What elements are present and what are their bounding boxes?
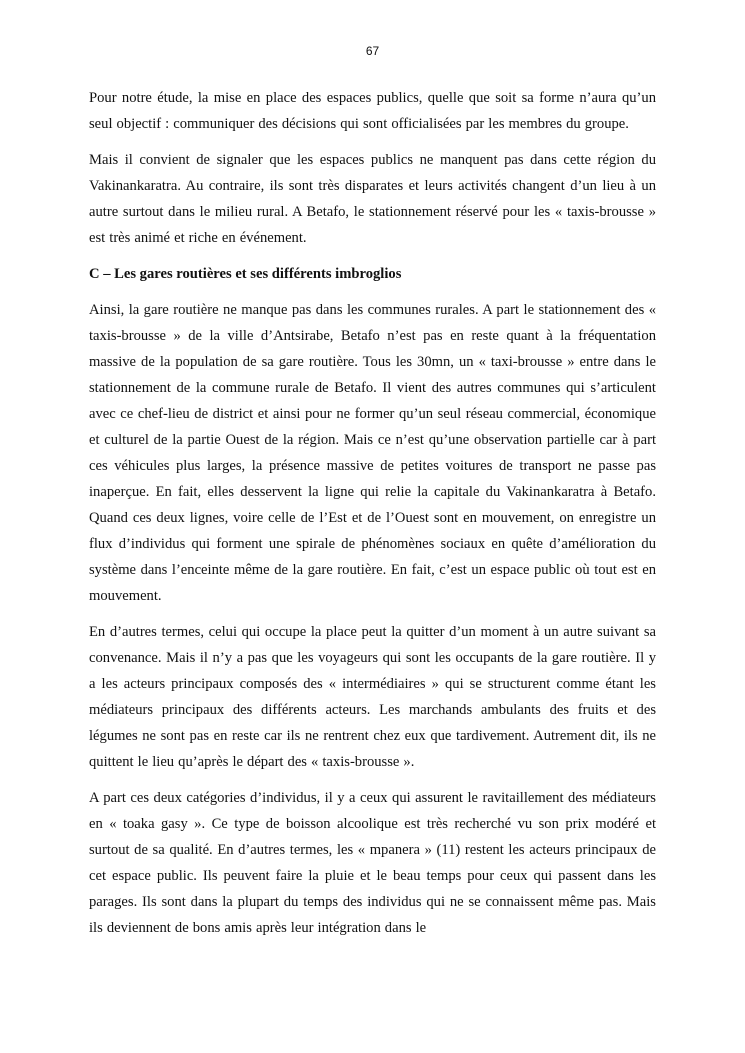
paragraph-2: Mais il convient de signaler que les espaces publics ne manquent pas dans cette région du Vakinankaratra. Au contraire, ils sont très disparates et leurs activités changent d’un lieu à un autre surtout dans le milieu rural. A Betafo, le stationnement réservé pour les « taxis-brousse » est très animé et riche en événement. xyxy=(89,152,656,246)
paragraph-3: Ainsi, la gare routière ne manque pas dans les communes rurales. A part le stationnement des « taxis-brousse » de la ville d’Antsirabe, Betafo n’est pas en reste quant à la fréquentation massive de la population de sa gare routière. Tous les 30mn, un « taxi-brousse » entre dans le stationnement de la commune rurale de Betafo. Il vient des autres communes qui s’articulent avec ce chef-lieu de district et ainsi pour ne former qu’un seul réseau commercial, économique et culturel de la partie Ouest de la région. Mais ce n’est qu’une observation partielle car à part ces véhicules plus larges, la présence massive de petites voitures de transport ne passe pas inaperçue. En fait, elles desservent la ligne qui relie la capitale du Vakinankaratra à Betafo. Quand ces deux lignes, voire celle de l’Est et de l’Ouest sont en mouvement, on enregistre un flux d’individus qui forment une spirale de phénomènes sociaux en quête d’amélioration du système dans l’enceinte même de la gare routière. En fait, c’est un espace public où tout est en mouvement. xyxy=(89,302,656,604)
document-body xyxy=(89,85,656,951)
page-number: 67 xyxy=(365,44,380,58)
paragraph-5: A part ces deux catégories d’individus, il y a ceux qui assurent le ravitaillement des médiateurs en « toaka gasy ». Ce type de boisson alcoolique est très recherché vu son prix modéré et surtout de sa qualité. En d’autres termes, les « mpanera » (11) restent les acteurs principaux de cet espace public. Ils peuvent faire la pluie et le beau temps pour ceux qui passent dans les parages. Ils sont dans la plupart du temps des individus qui ne se connaissent même pas. Mais ils deviennent de bons amis après leur intégration dans le xyxy=(89,790,656,936)
section-heading: C – Les gares routières et ses différents imbroglios xyxy=(89,266,402,282)
paragraph-1: Pour notre étude, la mise en place des espaces publics, quelle que soit sa forme n’aura qu’un seul objectif : communiquer des décisions qui sont officialisées par les membres du groupe. xyxy=(89,90,656,132)
paragraph-4: En d’autres termes, celui qui occupe la place peut la quitter d’un moment à un autre suivant sa convenance. Mais il n’y a pas que les voyageurs qui sont les occupants de la gare routière. Il y a les acteurs principaux composés des « intermédiaires » qui se structurent comme étant les médiateurs principaux des différents acteurs. Les marchands ambulants des fruits et des légumes ne sont pas en reste car ils ne rentrent chez eux que tardivement. Autrement dit, ils ne quittent le lieu qu’après le départ des « taxis-brousse ». xyxy=(89,624,656,770)
